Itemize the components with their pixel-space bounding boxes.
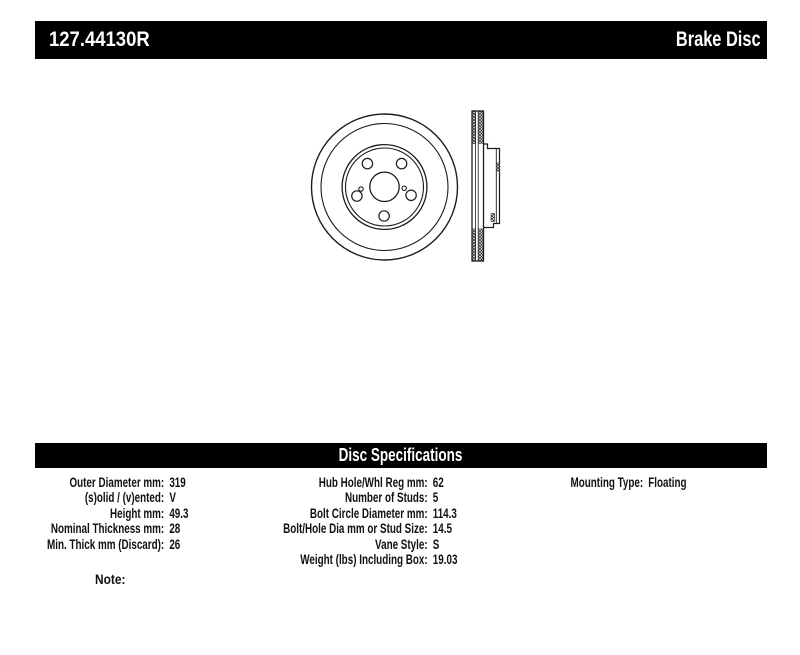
spec-label: Hub Hole/Whl Reg mm: bbox=[318, 475, 428, 490]
product-title: Brake Disc bbox=[676, 28, 761, 51]
stud-hole bbox=[362, 158, 372, 168]
center-hole bbox=[370, 172, 399, 201]
hat-flange-section-lower bbox=[491, 214, 495, 222]
spec-label: Mounting Type: bbox=[570, 475, 644, 490]
spec-label: Bolt/Hole Dia mm or Stud Size: bbox=[283, 521, 428, 537]
disc-outer-edge bbox=[312, 114, 458, 260]
stud-hole bbox=[352, 191, 362, 201]
spec-value: 5 bbox=[432, 490, 439, 506]
part-number: 127.44130R bbox=[49, 28, 150, 51]
spec-label: Outer Diameter mm: bbox=[69, 475, 165, 490]
spec-section-header-bar bbox=[35, 443, 767, 468]
spec-label: Number of Studs: bbox=[344, 490, 428, 506]
spec-column-left bbox=[35, 475, 189, 552]
spec-value: 62 bbox=[432, 475, 444, 490]
header-bar bbox=[35, 21, 767, 59]
spec-value: 26 bbox=[169, 536, 181, 552]
spec-value: 319 bbox=[169, 475, 186, 490]
spec-value: 28 bbox=[169, 521, 181, 537]
disc-friction-surface-edge bbox=[321, 124, 448, 251]
spec-label: Vane Style: bbox=[375, 536, 428, 552]
spec-label: Min. Thick mm (Discard): bbox=[47, 536, 165, 552]
spec-value: 114.3 bbox=[432, 505, 457, 521]
note-label: Note: bbox=[95, 571, 126, 587]
disc-front-view bbox=[312, 114, 458, 260]
spec-label: Height mm: bbox=[110, 505, 165, 521]
spec-value: V bbox=[169, 490, 176, 506]
set-screw-hole bbox=[359, 187, 363, 191]
spec-value: 14.5 bbox=[432, 521, 452, 537]
hub-flange-outer-circle bbox=[342, 145, 427, 230]
spec-value: S bbox=[432, 536, 440, 552]
spec-column-right bbox=[530, 475, 687, 490]
stud-hole bbox=[379, 211, 389, 221]
spec-label: Weight (lbs) Including Box: bbox=[300, 552, 428, 568]
stud-hole bbox=[396, 158, 406, 168]
hub-flange-inner-circle bbox=[346, 148, 424, 226]
spec-label: Bolt Circle Diameter mm: bbox=[309, 505, 428, 521]
spec-column-middle bbox=[278, 475, 457, 567]
set-screw-hole bbox=[402, 186, 406, 190]
spec-section-title: Disc Specifications bbox=[339, 445, 463, 465]
brake-disc-technical-drawing bbox=[300, 95, 515, 275]
spec-value: 19.03 bbox=[432, 552, 458, 568]
stud-hole bbox=[406, 190, 416, 200]
spec-value: 49.3 bbox=[169, 505, 189, 521]
disc-side-section-view bbox=[472, 111, 500, 261]
hat-flange-section-upper bbox=[496, 163, 499, 171]
spec-label: Nominal Thickness mm: bbox=[50, 521, 165, 537]
spec-value: Floating bbox=[648, 475, 687, 490]
spec-label: (s)olid / (v)ented: bbox=[84, 490, 165, 506]
